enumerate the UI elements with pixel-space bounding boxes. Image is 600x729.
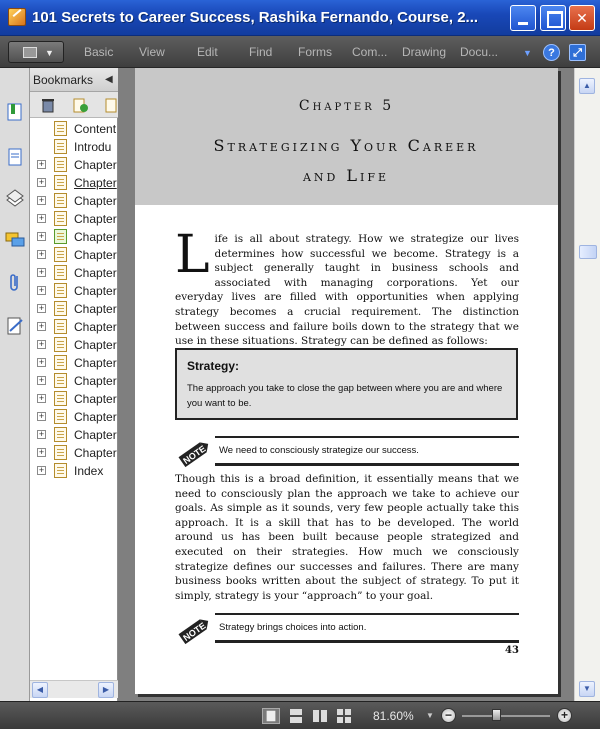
bookmark-label: Chapter [74,374,117,388]
attachments-panel-icon[interactable] [5,272,25,292]
signatures-panel-icon[interactable] [5,316,25,336]
app-icon[interactable] [8,8,26,26]
expand-icon[interactable]: + [38,411,45,421]
page-icon [54,247,67,262]
zoom-level[interactable]: 81.60% [373,709,414,723]
bookmark-label: Chapter [74,392,117,406]
main-menu-button[interactable] [8,41,64,63]
window-title: 101 Secrets to Career Success, Rashika Fernando, Course, 2... [32,9,479,26]
new-bookmark-icon[interactable] [72,97,88,113]
page-icon [54,355,67,370]
bookmark-label: Chapter [74,194,117,208]
bookmark-label: Content [74,122,117,136]
scroll-down-icon[interactable]: ▼ [579,681,595,697]
expand-icon[interactable]: + [38,285,45,295]
drop-cap: L [175,225,210,285]
note-rule-bottom [215,463,519,466]
expand-icon[interactable]: + [38,249,45,259]
pdf-page [135,68,558,694]
continuous-facing-view-icon[interactable] [335,708,353,724]
bookmark-label: Chapter [74,302,117,316]
expand-icon[interactable]: + [38,195,45,205]
bookmark-label: Chapter [74,176,117,190]
bookmarks-header [30,68,118,92]
bookmark-item[interactable] [30,210,118,228]
collapse-panel-icon[interactable]: ◀ [105,74,113,85]
document-vertical-scrollbar[interactable] [574,68,600,701]
page-icon [54,175,67,190]
page-icon [54,337,67,352]
bookmark-label: Chapter [74,446,117,460]
body-paragraph [175,472,519,603]
bookmark-item[interactable] [30,300,118,318]
scroll-left-icon[interactable]: ◀ [32,682,48,698]
expand-icon[interactable]: + [38,231,45,241]
menu-item-find[interactable]: Find [249,45,273,59]
menu-item-forms[interactable]: Forms [298,45,332,59]
expand-icon[interactable]: + [38,159,45,169]
bookmark-item[interactable] [30,264,118,282]
layers-panel-icon[interactable] [5,188,25,208]
zoom-slider-track[interactable] [462,715,550,717]
bookmark-item[interactable] [30,120,118,138]
close-button[interactable]: ✕ [569,5,595,31]
bookmark-item[interactable] [30,390,118,408]
definition-term: Strategy: [187,359,240,373]
chapter-number: Chapter 5 [298,98,395,114]
document-viewport[interactable] [118,68,574,701]
bookmark-item[interactable] [30,426,118,444]
page-icon [54,373,67,388]
bookmark-item[interactable] [30,354,118,372]
navigation-panel-strip [0,68,30,701]
bookmark-item[interactable] [30,336,118,354]
page-icon [54,211,67,226]
bookmark-item[interactable] [30,462,118,480]
menu-item-comments[interactable]: Com... [352,45,388,59]
note-icon-text: NOTE [181,620,208,643]
maximize-button[interactable] [540,5,566,31]
menu-item-basic[interactable]: Basic [84,45,114,59]
pages-panel-icon[interactable] [5,147,25,167]
note-text-2: Strategy brings choices into action. [219,622,367,633]
page-icon [54,265,67,280]
expand-icon[interactable]: + [38,303,45,313]
page-icon [54,445,67,460]
definition-box [175,348,518,420]
page-icon [54,409,67,424]
continuous-view-icon[interactable] [287,708,305,724]
bookmark-item[interactable] [30,156,118,174]
title-bar[interactable] [0,0,600,36]
expand-icon[interactable]: + [38,213,45,223]
help-icon[interactable]: ? [543,44,560,61]
body-paragraph-text: Though this is a broad definition, it essentially means that we need to consciously plan the approach we take to achieve our goals. As simple as it sounds, very few people actually take this approach. It is a skill that has to be developed. The world around us has been built because people strategized and executed on their strategies. How much we consciously strategize defines our successes and failures. There are many business books written about the subject of strategy. To put it simply, strategy is your “approach” to your goal. [175,473,519,602]
expand-icon[interactable]: + [38,177,45,187]
menu-grid-icon [23,47,37,58]
bookmark-label: Index [74,464,104,478]
bookmark-item[interactable] [30,138,118,156]
page-icon-current [54,229,67,244]
expand-icon[interactable]: + [38,267,45,277]
bookmark-label: Introdu [74,140,112,154]
note-callout-2 [175,613,519,659]
status-bar [0,701,600,729]
bookmark-label: Chapter [74,230,117,244]
note-pencil-icon [175,438,213,472]
menu-item-edit[interactable]: Edit [197,45,218,59]
more-menu-arrow-icon[interactable]: ▼ [523,48,532,58]
page-icon [54,139,67,154]
bookmark-label: Chapter [74,248,117,262]
bookmark-item[interactable] [30,174,118,192]
fullscreen-icon[interactable]: ⤢ [569,44,586,61]
comments-panel-icon[interactable] [5,230,25,250]
page-icon [54,157,67,172]
zoom-out-icon[interactable]: − [441,708,456,723]
bookmark-label: Chapter [74,158,117,172]
page-icon [54,301,67,316]
expand-icon[interactable]: + [38,339,45,349]
bookmark-label: Chapter [74,338,117,352]
page-icon [54,193,67,208]
bookmarks-list [30,120,118,678]
zoom-in-icon[interactable]: + [557,708,572,723]
page-icon [54,463,67,478]
bookmark-label: Chapter [74,410,117,424]
page-icon [54,391,67,406]
single-page-view-icon[interactable] [262,708,280,724]
zoom-slider-thumb[interactable] [492,709,501,721]
expand-icon[interactable]: + [38,321,45,331]
bookmarks-panel [30,68,118,701]
toolbar [0,36,600,68]
bookmark-item[interactable] [30,444,118,462]
bookmark-item[interactable] [30,372,118,390]
bookmark-item[interactable] [30,318,118,336]
menu-item-view[interactable]: View [139,45,165,59]
note-rule-top [215,436,519,438]
expand-icon[interactable]: + [38,429,45,439]
note-pencil-icon [175,615,213,649]
menu-item-drawing[interactable]: Drawing [402,45,447,59]
bookmark-item[interactable] [30,408,118,426]
definition-text: The approach you take to close the gap between where you are and where you want to be. [187,383,503,409]
bookmark-label: Chapter [74,212,117,226]
page-icon [54,121,67,136]
bookmarks-title: Bookmarks [32,73,94,87]
bookmark-item[interactable] [30,192,118,210]
scroll-up-icon[interactable]: ▲ [579,78,595,94]
bookmark-label: Chapter [74,428,117,442]
expand-icon[interactable]: + [38,375,45,385]
bookmark-item[interactable] [30,228,118,246]
bookmark-item[interactable] [30,246,118,264]
bookmarks-horizontal-scrollbar[interactable] [30,680,118,698]
bookmarks-panel-icon[interactable] [5,102,25,122]
chapter-header-band [135,68,558,205]
opening-paragraph [175,225,519,349]
expand-icon[interactable]: + [38,357,45,367]
note-rule-bottom [215,640,519,643]
expand-icon[interactable]: + [38,465,45,475]
opening-paragraph-text: ife is all about strategy. How we strategize our lives determines how successful we become. Strategy is a subject generally taught in business schools and associated with managing corporations. Yet our everyday lives are filled with opportunities when applying strategy becomes a crucial requirement. The distinction between success and failure boils down to the strategy that we use in these situations. Strategy can be defined as follows: [175,233,519,348]
bookmark-item[interactable] [30,282,118,300]
page-icon [54,319,67,334]
menu-item-document[interactable]: Docu... [460,45,499,59]
page-icon [54,283,67,298]
note-text-1: We need to consciously strategize our success. [219,445,419,456]
expand-icon[interactable]: + [38,447,45,457]
scrollbar-thumb[interactable] [579,245,597,259]
bookmark-label: Chapter [74,320,117,334]
bookmark-label: Chapter [74,266,117,280]
zoom-dropdown-icon[interactable]: ▼ [426,711,434,720]
delete-bookmark-icon[interactable] [40,97,56,113]
minimize-button[interactable] [510,5,536,31]
chevron-down-icon: ▼ [45,48,54,58]
scroll-right-icon[interactable]: ▶ [98,682,114,698]
note-rule-top [215,613,519,615]
chapter-title: Strategizing Your Career and Life [213,136,479,185]
page-icon [54,427,67,442]
page-number: 43 [505,645,519,656]
bookmark-label: Chapter [74,356,117,370]
facing-view-icon[interactable] [311,708,329,724]
expand-icon[interactable]: + [38,393,45,403]
note-icon-text: NOTE [181,443,208,466]
bookmark-label: Chapter [74,284,117,298]
bookmarks-toolbar [30,92,118,118]
